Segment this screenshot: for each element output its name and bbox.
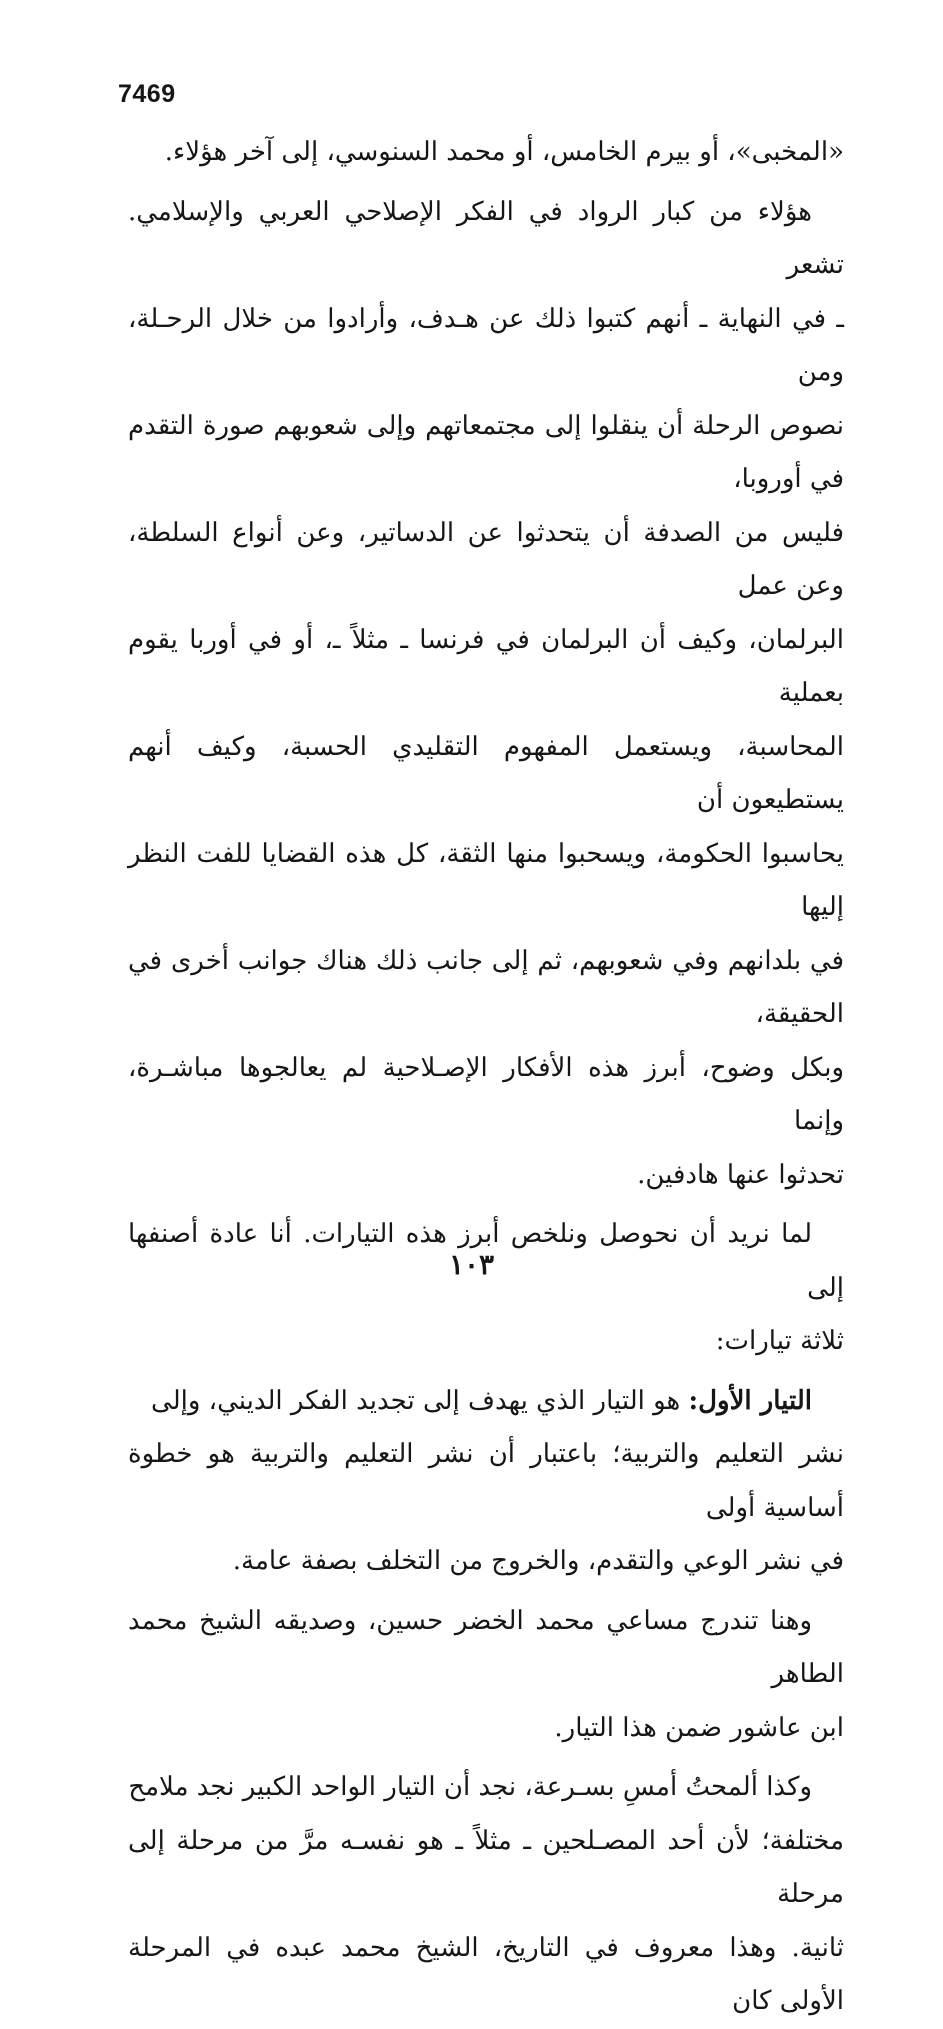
paragraph-5: وهنا تندرج مساعي محمد الخضر حسين، وصديقه الشيخ محمد الطاهر ابن عاشور ضمن هذا التيار. (128, 1605, 844, 1743)
corner-page-number: 7469 (118, 80, 176, 108)
paragraph-4 (128, 1375, 844, 1589)
paragraph-3: لما نريد أن نحوصل ونلخص أبرز هذه التيارات. أنا عادة أصنفها إلى ثلاثة تيارات: (128, 1219, 844, 1356)
paragraph-1: «المخبى»، أو بيرم الخامس، أو محمد السنوسي، إلى آخر هؤلاء. (164, 137, 844, 167)
section-heading-first-current: التيار الأول: (688, 1385, 812, 1416)
page-folio: ١٠٣ (448, 1248, 495, 1281)
paragraph-4-text: هو التيار الذي يهدف إلى تجديد الفكر الديني، وإلى نشر التعليم والتربية؛ باعتبار أن نشر التعليم والتربية هو خطوة أساسية أولى في نشر الوعي والتقدم، والخروج من التخلف بصفة عامة. (128, 1385, 844, 1576)
paragraph-6: وكذا ألمحتُ أمسِ بسـرعة، نجد أن التيار الواحد الكبير نجد ملامح مختلفة؛ لأن أحد المصـلحين ـ مثلاً ـ هو نفسـه مرَّ من مرحلة إلى مرحلة ثانية. وهذا معروف في التاريخ، الشيخ محمد عبده في المرحلة الأولى كان (128, 1772, 844, 2016)
paragraph-2: هؤلاء من كبار الرواد في الفكر الإصلاحي العربي والإسلامي. تشعر ـ في النهاية ـ أنهم كتبوا ذلك عن هـدف، وأرادوا من خلال الرحـلة، ومن نصوص الرحلة أن ينقلوا إلى مجتمعاتهم وإلى شعوبهم صورة التقدم في أوروبا، فليس من الصدفة أن يتحدثوا عن الدساتير، وعن أنواع السلطة، وعن عمل البرلمان، وكيف أن البرلمان في فرنسا ـ مثلاً ـ، أو في أوربا يقوم بعملية المحاسبة، ويستعمل المفهوم التقليدي الحسبة، وكيف أنهم يستطيعون أن يحاسبوا الحكومة، ويسحبوا منها الثقة، كل هذه القضايا للفت النظر إليها في بلدانهم وفي شعوبهم، ثم إلى جانب ذلك هناك جوانب أخرى في الحقيقة، وبكل وضوح، أبرز هذه الأفكار الإصـلاحية لم يعالجوها مباشـرة، وإنما تحدثوا عنها هادفين. (128, 196, 844, 1190)
body-text (128, 126, 844, 2029)
